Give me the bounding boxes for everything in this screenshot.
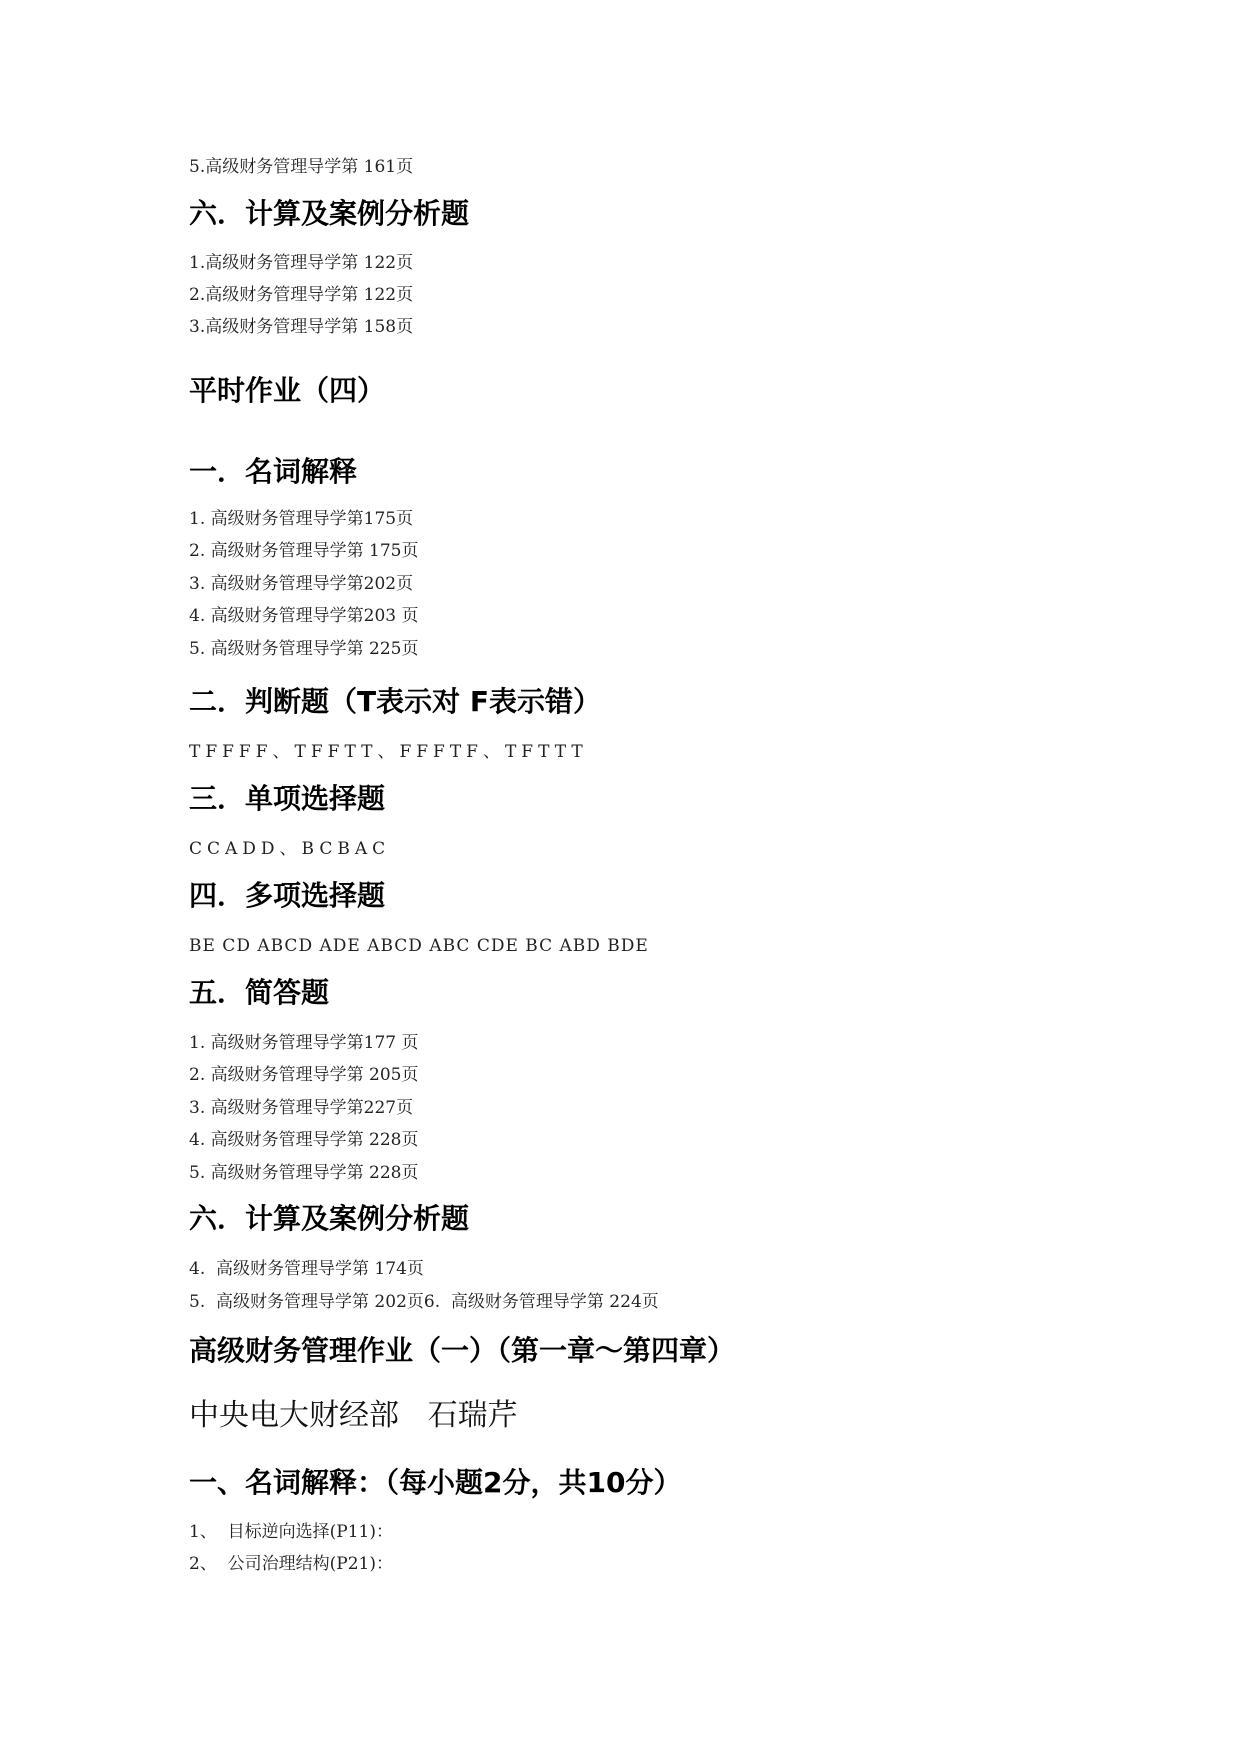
list-item: 2. 高级财务管理导学第 175页 [189, 541, 419, 561]
author-line: 中央电大财经部 石瑞芹 [189, 1398, 518, 1433]
list-item: 4. 高级财务管理导学第 228页 [189, 1130, 419, 1150]
answer-line: CCADD、BCBAC [189, 839, 391, 859]
section-heading: 三．单项选择题 [189, 782, 386, 815]
list-item: 5. 高级财务管理导学第 225页 [189, 639, 419, 659]
assignment-title: 平时作业（四） [189, 374, 386, 407]
section-heading: 四．多项选择题 [189, 879, 386, 912]
list-item: 1.高级财务管理导学第 122页 [189, 253, 414, 273]
list-item: 3.高级财务管理导学第 158页 [189, 317, 414, 337]
answer-line: TFFFF、TFFTT、FFFTF、TFTTT [189, 742, 588, 762]
list-item: 5.高级财务管理导学第 161页 [189, 157, 414, 177]
section-heading: 一、名词解释：（每小题2分，共10分） [189, 1466, 682, 1499]
list-item: 1、 目标逆向选择(P11)： [189, 1522, 393, 1542]
section-heading: 一．名词解释 [189, 455, 358, 488]
list-item: 1. 高级财务管理导学第177 页 [189, 1033, 419, 1053]
answer-line: BE CD ABCD ADE ABCD ABC CDE BC ABD BDE [189, 936, 649, 956]
list-item: 5. 高级财务管理导学第 228页 [189, 1163, 419, 1183]
list-item: 4. 高级财务管理导学第203 页 [189, 606, 419, 626]
list-item: 4. 高级财务管理导学第 174页 [189, 1259, 424, 1279]
section-heading: 五．简答题 [189, 976, 330, 1009]
section-heading: 二．判断题（T表示对 F表示错） [189, 685, 601, 718]
section-heading: 六．计算及案例分析题 [189, 197, 470, 230]
list-item: 2. 高级财务管理导学第 205页 [189, 1065, 419, 1085]
homework-title: 高级财务管理作业（一）（第一章～第四章） [189, 1334, 736, 1367]
list-item: 1. 高级财务管理导学第175页 [189, 509, 414, 529]
list-item: 5. 高级财务管理导学第 202页6. 高级财务管理导学第 224页 [189, 1292, 659, 1312]
list-item: 3. 高级财务管理导学第227页 [189, 1098, 414, 1118]
list-item: 2、 公司治理结构(P21)： [189, 1554, 393, 1574]
section-heading: 六．计算及案例分析题 [189, 1202, 470, 1235]
list-item: 2.高级财务管理导学第 122页 [189, 285, 414, 305]
list-item: 3. 高级财务管理导学第202页 [189, 574, 414, 594]
